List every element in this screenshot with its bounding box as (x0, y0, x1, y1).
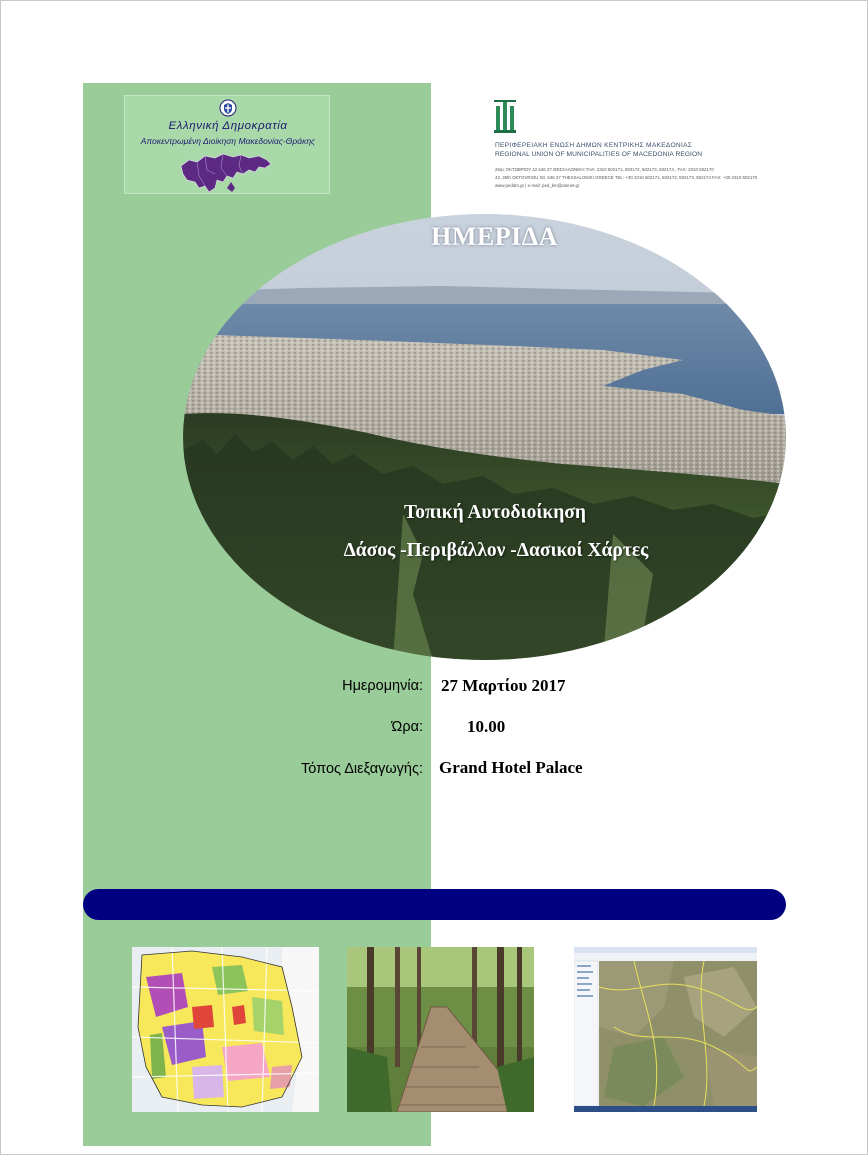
union-contact-english: 42, 26th OKTOVRIOU Str. 546 27 THESSALONIKI GREECE TEL: +30 2310 502171, 502172, 502173, 502174 FAX: +30 2310 502170 (495, 175, 758, 180)
gis-forest-map-screenshot (574, 947, 757, 1112)
hero-title: ΗΜΕΡΙΔΑ (431, 222, 558, 251)
date-label: Ημερομηνία: (342, 678, 423, 694)
decentralized-admin-logo (124, 95, 330, 194)
blue-divider-bar (83, 889, 786, 920)
union-name-english: REGIONAL UNION OF MUNICIPALITIES OF MACEDONIA REGION (495, 151, 703, 158)
macedonia-thrace-map-icon (175, 148, 275, 194)
hero-subtitle-2: Δάσος -Περιβάλλον -Δασικοί Χάρτες (343, 540, 649, 561)
header-left-line1: Ελληνική Δημοκρατία (168, 120, 288, 132)
time-value: 10.00 (467, 717, 506, 736)
forest-boardwalk-image (347, 947, 534, 1112)
regional-union-logo-icon (494, 100, 518, 134)
union-name-greek: ΠΕΡΙΦΕΡΕΙΑΚΗ ΕΝΩΣΗ ΔΗΜΩΝ ΚΕΝΤΡΙΚΗΣ ΜΑΚΕΔΟΝΙΑΣ (495, 142, 693, 149)
time-label: Ώρα: (391, 719, 423, 735)
hero-subtitle-1: Τοπική Αυτοδιοίκηση (404, 502, 586, 523)
venue-value: Grand Hotel Palace (439, 758, 583, 777)
header-left-line2: Αποκεντρωμένη Διοίκηση Μακεδονίας-Θράκης (140, 136, 316, 146)
union-contact-greek: 26ης ΟΚΤΩΒΡΙΟΥ 42 546 27 ΘΕΣΣΑΛΟΝΙΚΗ ΤΗΛ: 2310 502171, 502172, 502173, 502174 , FAX: 2310 502170 (495, 167, 714, 172)
union-web-email: www.peddm.gr | e-mail: ped_km@otenet.gr (495, 183, 580, 188)
greek-coat-of-arms-icon (219, 99, 237, 117)
regional-union-logo (494, 100, 758, 195)
hero-city-photo (183, 214, 786, 660)
urban-plan-map-image (132, 947, 319, 1112)
venue-label: Τόπος Διεξαγωγής: (301, 761, 423, 777)
date-value: 27 Μαρτίου 2017 (441, 676, 566, 695)
